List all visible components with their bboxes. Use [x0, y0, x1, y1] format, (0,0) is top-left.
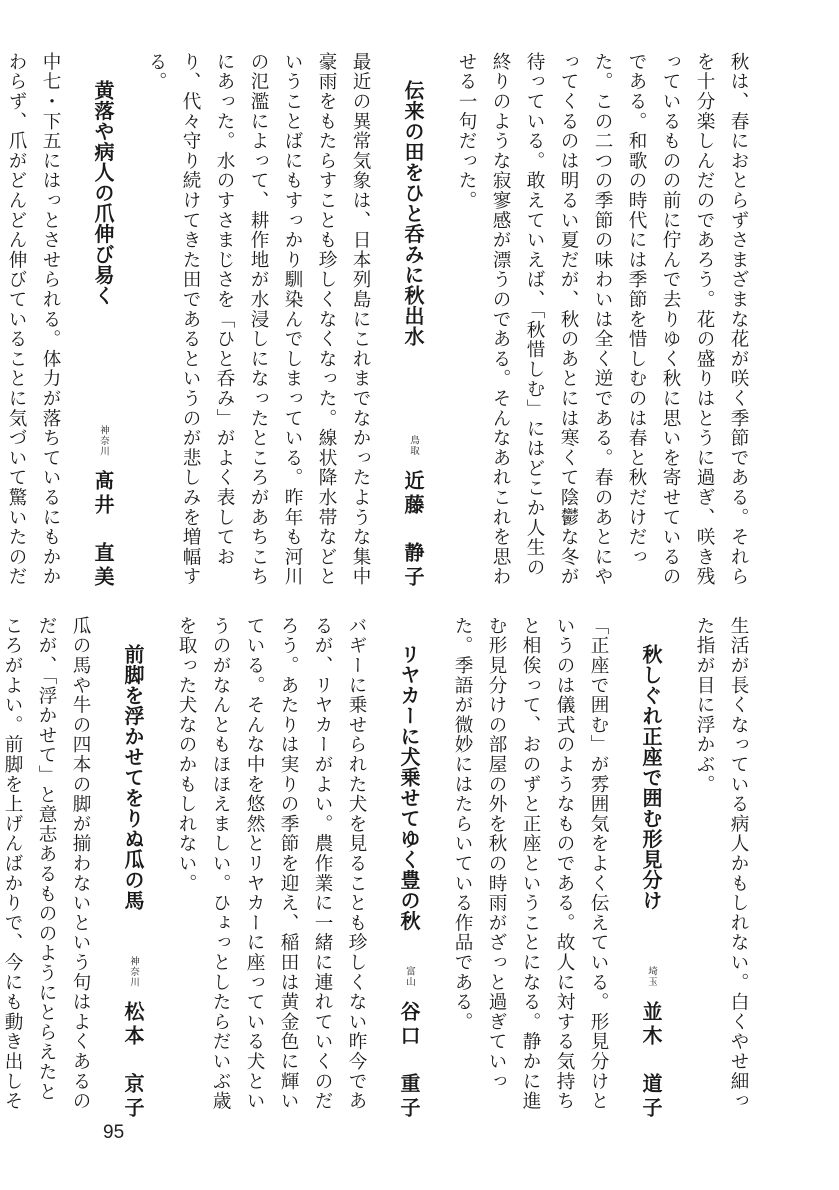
- top-tier: [6, 52, 755, 590]
- author-name: 近藤 静子: [401, 470, 425, 590]
- bottom-tier: [2, 616, 755, 1121]
- commentary-paragraph: 中七・下五にはっとさせられる。体力が落ちているにもかかわらず、爪がどんどん伸びていることに気づいて驚いたのだ: [6, 52, 61, 587]
- commentary-paragraph: 「正座で囲む」が雰囲気をよく伝えている。形見分けというのは儀式のようなものである。故人に対する気持ちと相俟って、おのずと正座ということになる。静かに進む形見分けの部屋の外を秋の時雨がざっと過ぎていった。季語が微妙にはたらいている作品である。: [452, 616, 609, 1111]
- author-name: 松本 京子: [121, 1001, 145, 1121]
- intro-paragraph: 秋は、春におとらずさまざまな花が咲く季節である。それらを十分楽しんだのであろう。花の盛りはとうに過ぎ、咲き残っているものの前に佇んで去りゆく秋に思いを寄せているのである。和歌の時代には季節を惜しむのは春と秋だけだった。この二つの季節の味わいは全く逆である。春のあとにやってくるのは明るい夏だが、秋のあとには寒くて陰鬱な冬が待っている。敢えていえば、「秋惜しむ」にはどこか人生の終りのような寂寥感が漂うのである。そんなあれこれを思わせる一句だった。: [456, 52, 749, 587]
- haiku-text: 伝来の田をひと呑みに秋出水: [401, 80, 425, 347]
- haiku-text: 黄落や病人の爪伸び易く: [91, 80, 115, 306]
- haiku-text: 秋しぐれ正座で囲む形見分け: [639, 644, 663, 911]
- commentary-paragraph: バギーに乗せられた犬を見ることも珍しくない昨今であるが、リヤカーがよい。農作業に一緒に連れていくのだろう。あたりは実りの季節を迎え、稲田は黄金色に輝いている。そんな中を悠然とリヤカーに座っている犬というのがなんともほほえましい。ひょっとしたらだいぶ歳を取った犬なのかもしれない。: [176, 616, 367, 1111]
- commentary-paragraph: 最近の異常気象は、日本列島にこれまでなかったような集中豪雨をもたらすことも珍しくなくなった。線状降水帯などということばにもすっかり馴染んでしまっている。昨年も河川の氾濫によって、耕作地が水浸しになったところがあちこちにあった。水のすさまじさを「ひと呑み」がよく表しており、代々守り続けてきた田であるというのが悲しみを増幅する。: [146, 52, 371, 587]
- haiku-entry-1: [377, 52, 449, 590]
- author-name: 谷口 重子: [397, 1001, 421, 1121]
- haiku-entry-4: [373, 616, 445, 1121]
- author-prefecture: 神奈川: [128, 955, 139, 987]
- author-prefecture: 神奈川: [98, 424, 109, 456]
- haiku-entry-5: [97, 616, 169, 1121]
- page-number: 95: [103, 1122, 125, 1143]
- author-prefecture: 埼玉: [646, 966, 657, 987]
- haiku-text: リヤカーに犬乗せてゆく豊の秋: [397, 644, 421, 931]
- author-prefecture: 富山: [404, 966, 415, 987]
- haiku-text: 前脚を浮かせてをりぬ瓜の馬: [121, 644, 145, 911]
- haiku-entry-2: [67, 52, 139, 590]
- author-name: 髙井 直美: [91, 470, 115, 590]
- haiku-entry-3: [615, 616, 687, 1121]
- author-block: [81, 421, 125, 591]
- author-block: [629, 962, 673, 1121]
- continuation-paragraph: 生活が長くなっている病人かもしれない。白くやせ細った指が目に浮かぶ。: [694, 616, 749, 1111]
- author-prefecture: 鳥取: [408, 435, 419, 456]
- author-block: [387, 962, 431, 1121]
- commentary-paragraph: 瓜の馬や牛の四本の脚が揃わないという句はよくあるのだが、「浮かせて」と意志あるもののようにとらえたところがよい。前脚を上げんばかりで、今にも動き出しそ: [2, 616, 91, 1111]
- author-block: [111, 952, 155, 1122]
- author-block: [391, 431, 435, 590]
- author-name: 並木 道子: [639, 1001, 663, 1121]
